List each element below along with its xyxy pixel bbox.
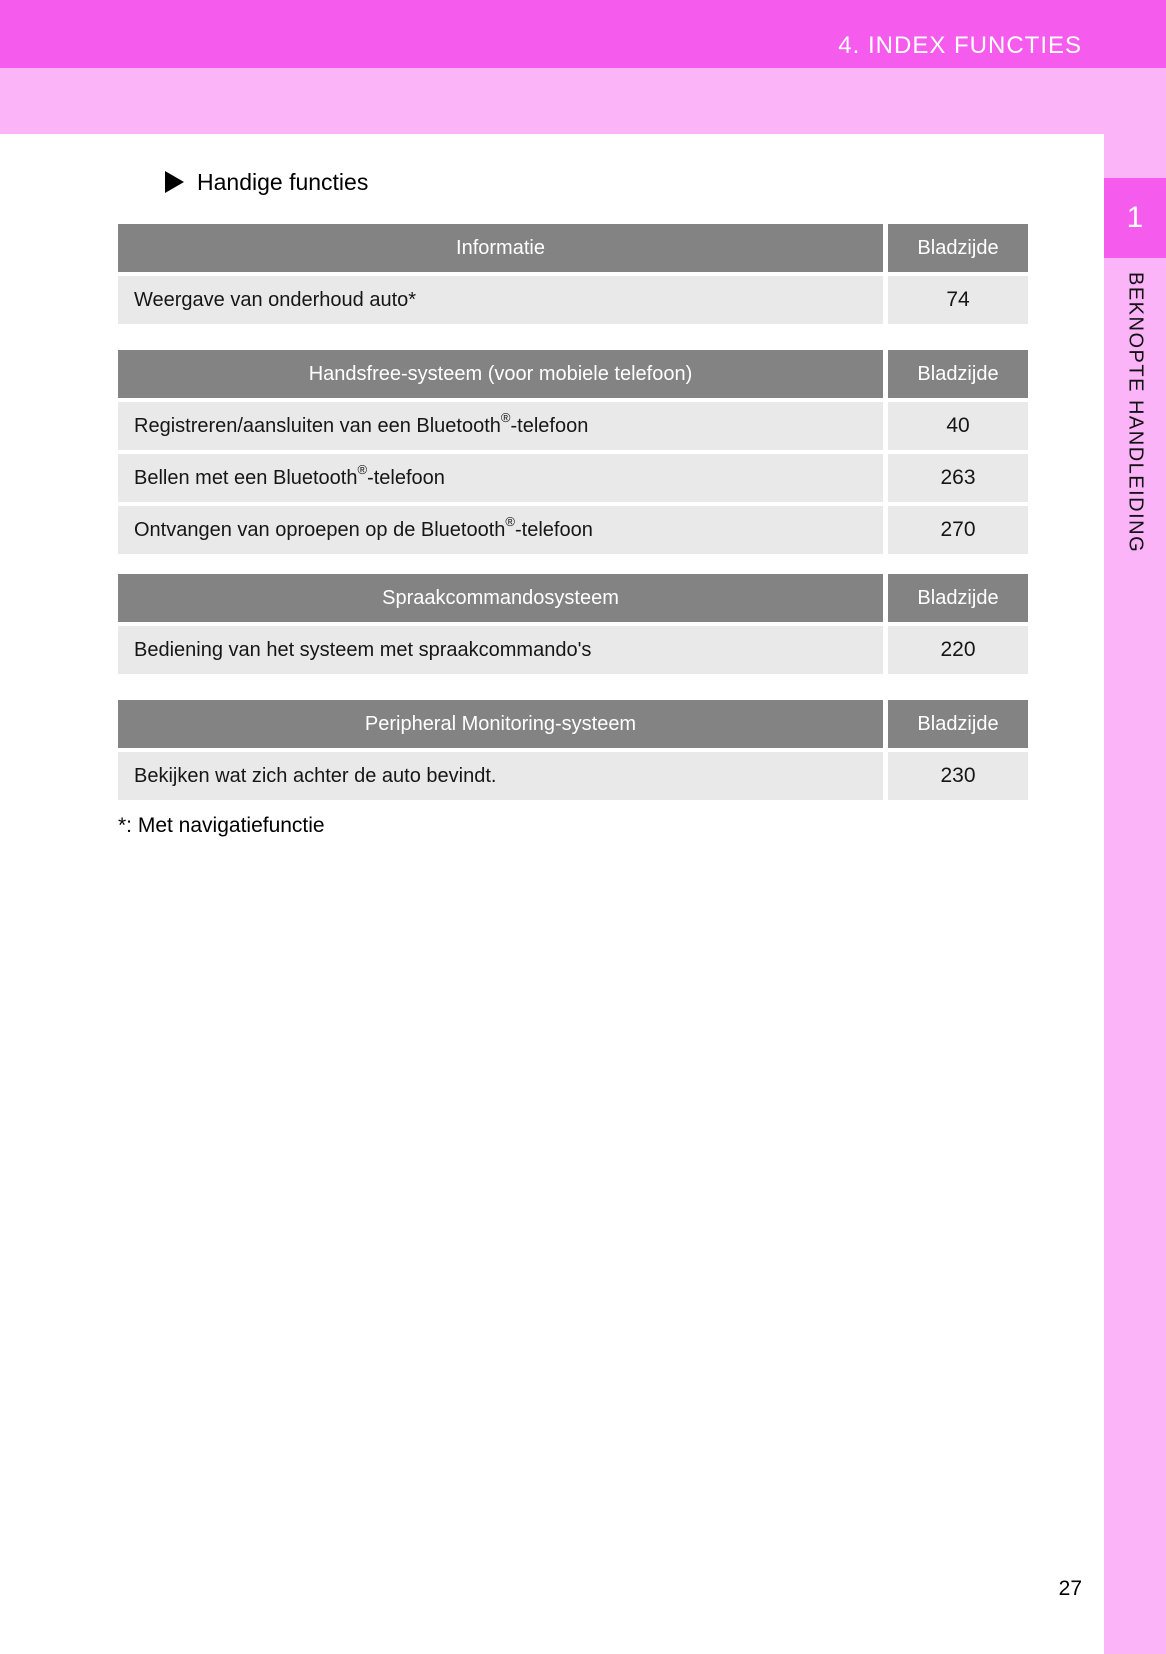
row-label-text: Bekijken wat zich achter de auto bevindt. xyxy=(134,764,497,787)
chapter-number: 1 xyxy=(1126,201,1144,234)
row-page-cell: 263 xyxy=(888,454,1028,502)
row-label-rest: -telefoon xyxy=(510,414,589,437)
table-header-row xyxy=(118,574,1028,622)
row-label-text: Bellen met een Bluetooth xyxy=(134,466,358,489)
table-row xyxy=(118,626,1028,674)
row-label-cell: Bellen met een Bluetooth ® -telefoon xyxy=(118,454,883,502)
section-heading xyxy=(165,168,1104,196)
row-page-cell: 220 xyxy=(888,626,1028,674)
row-label-cell xyxy=(118,626,883,674)
row-page-cell: 230 xyxy=(888,752,1028,800)
row-page-cell: 270 xyxy=(888,506,1028,554)
table-title-cell: Peripheral Monitoring-systeem xyxy=(118,700,883,748)
table-row xyxy=(118,506,1028,554)
table-title-cell: Spraakcommandosysteem xyxy=(118,574,883,622)
row-label-cell xyxy=(118,276,883,324)
table-row xyxy=(118,454,1028,502)
row-label-rest: -telefoon xyxy=(367,466,445,489)
table-header-row xyxy=(118,700,1028,748)
table-spraakcommandosysteem xyxy=(118,574,1028,674)
page-number: 27 xyxy=(1058,1577,1082,1600)
table-header-row xyxy=(118,350,1028,398)
table-row xyxy=(118,752,1028,800)
table-row xyxy=(118,276,1028,324)
bladzijde-header-cell: Bladzijde xyxy=(888,350,1028,398)
table-title-cell: Handsfree-systeem (voor mobiele telefoon) xyxy=(118,350,883,398)
bladzijde-header-cell: Bladzijde xyxy=(888,224,1028,272)
chapter-tab xyxy=(1104,178,1166,258)
bladzijde-header-cell: Bladzijde xyxy=(888,700,1028,748)
section-heading-label: Handige functies xyxy=(197,168,369,195)
bladzijde-header-cell: Bladzijde xyxy=(888,574,1028,622)
table-informatie xyxy=(118,224,1028,324)
row-label-cell: Registreren/aansluiten van een Bluetooth ® -telefoon xyxy=(118,402,883,450)
table-handsfree-systeem xyxy=(118,350,1028,554)
table-peripheral-monitoring xyxy=(118,700,1028,800)
row-page-cell: 74 xyxy=(888,276,1028,324)
table-title-cell: Informatie xyxy=(118,224,883,272)
row-label-cell: Ontvangen van oproepen op de Bluetooth ® -telefoon xyxy=(118,506,883,554)
content-area xyxy=(0,134,1104,1654)
header-title: 4. INDEX FUNCTIES xyxy=(838,32,1082,59)
sidebar-vertical-label xyxy=(1104,272,1166,558)
triangle-marker-icon xyxy=(165,171,184,193)
row-label-cell xyxy=(118,752,883,800)
row-label-rest: -telefoon xyxy=(515,518,593,541)
sidebar-vertical-label-text: BEKNOPTE HANDLEIDING xyxy=(1124,272,1147,554)
header-bar xyxy=(0,0,1166,68)
row-label-text: Weergave van onderhoud auto* xyxy=(134,288,417,311)
row-label-text: Ontvangen van oproepen op de Bluetooth xyxy=(134,518,506,541)
table-header-row xyxy=(118,224,1028,272)
row-page-cell: 40 xyxy=(888,402,1028,450)
footnote: *: Met navigatiefunctie xyxy=(118,814,325,837)
table-row xyxy=(118,402,1028,450)
row-label-text: Bediening van het systeem met spraakcommando's xyxy=(134,638,592,661)
row-label-text: Registreren/aansluiten van een Bluetooth xyxy=(134,414,501,437)
header-pink-band xyxy=(0,68,1166,134)
